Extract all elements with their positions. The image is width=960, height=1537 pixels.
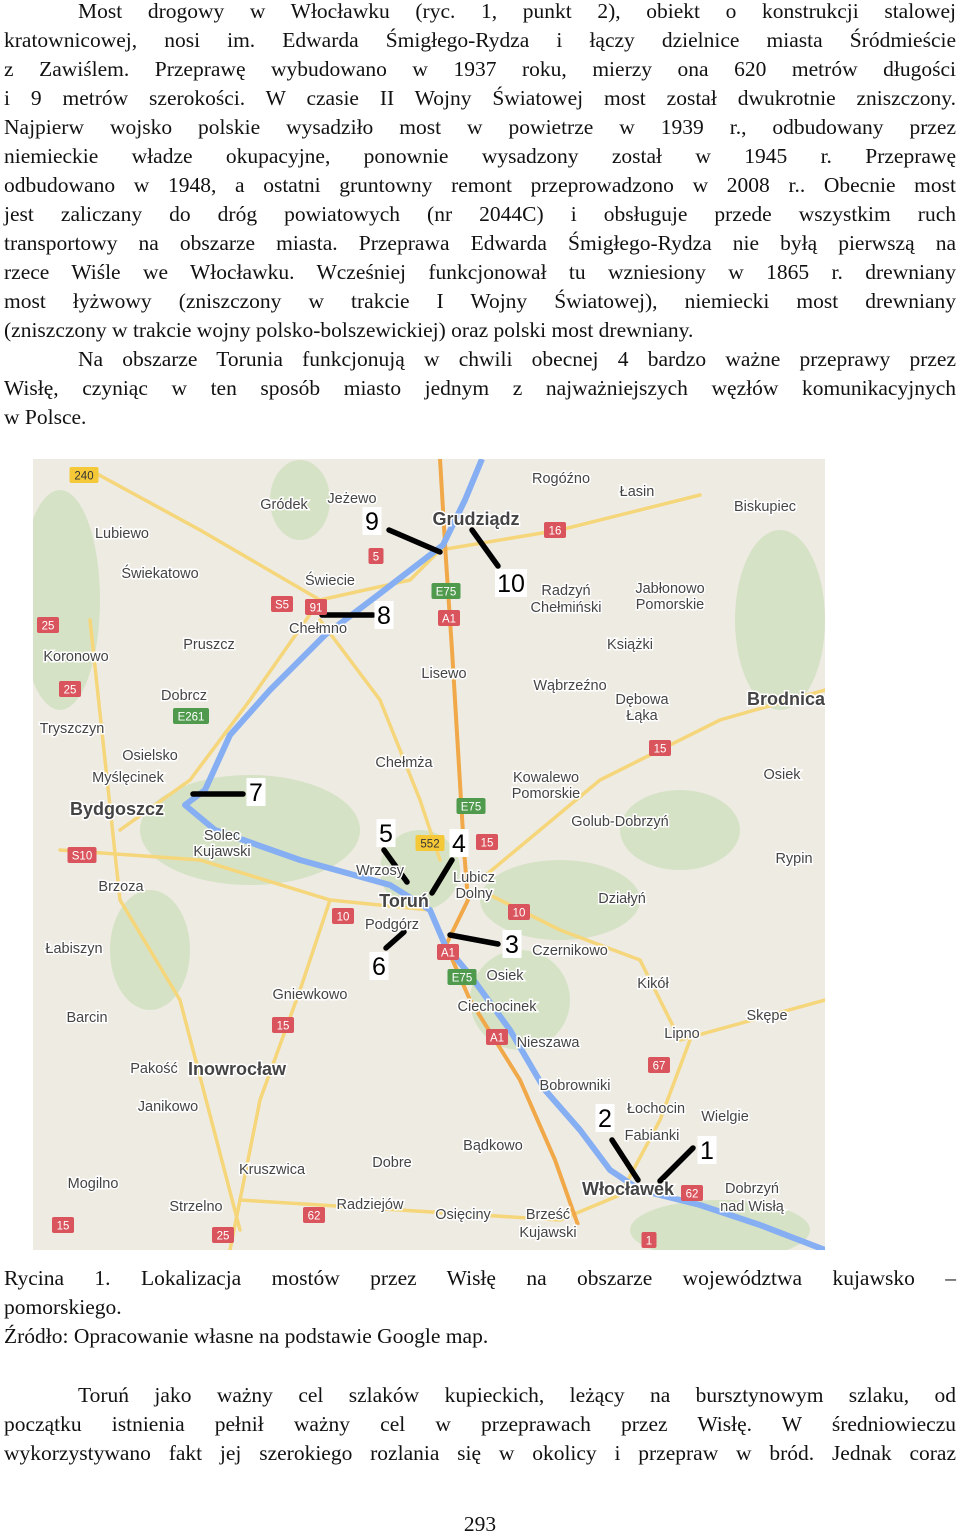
place-label: Wielgie <box>701 1109 749 1125</box>
bridge-number-label: 8 <box>377 602 391 630</box>
road-badge-label: 10 <box>512 907 526 920</box>
place-label: Dobre <box>372 1155 412 1171</box>
road-badge-label: 15 <box>480 837 494 850</box>
text-line: odbudowano w 1948, a ostatni gruntowny remont przeprowadzono w 2008 r.. Obecnie most <box>4 173 956 197</box>
text-line: kratownicowej, nosi im. Edwarda Śmigłego-Rydza i łączy dzielnice miasta Śródmieście <box>4 28 956 52</box>
road-badge-label: E75 <box>460 801 482 814</box>
place-label: Pomorskie <box>635 597 705 613</box>
place-label: Biskupiec <box>733 499 797 515</box>
place-label: Kujawski <box>519 1225 577 1241</box>
place-label: Świekatowo <box>121 566 199 582</box>
place-label: Koronowo <box>43 649 109 665</box>
text-line: jest zaliczany do dróg powiatowych (nr 2044C) i obsługuje przede wszystkim ruch <box>4 202 956 226</box>
place-label: Pomorskie <box>511 786 581 802</box>
place-label: Golub-Dobrzyń <box>571 814 669 830</box>
road-badge-label: 5 <box>372 551 380 564</box>
road-badge-label: 15 <box>653 743 667 756</box>
place-label: Łąka <box>626 708 658 724</box>
forest-area <box>620 790 740 870</box>
place-label: Brzoza <box>98 879 144 895</box>
place-label: Dobrzyń <box>725 1181 779 1197</box>
place-label: Inowrocław <box>187 1059 287 1079</box>
text-line: Toruń jako ważny cel szlaków kupieckich, leżący na bursztynowym szlaku, od <box>78 1383 956 1407</box>
caption-line: pomorskiego. <box>4 1295 122 1319</box>
place-label: Osielsko <box>122 748 178 764</box>
place-label: Bądkowo <box>463 1138 523 1154</box>
road-badge-label: 15 <box>56 1220 70 1233</box>
place-label: Myślęcinek <box>92 770 164 786</box>
place-label: Toruń <box>379 891 429 911</box>
text-line: z Zawiślem. Przeprawę wybudowano w 1937 roku, mierzy ona 620 metrów długości <box>4 57 956 81</box>
bridge-number-label: 4 <box>452 830 466 858</box>
place-label: Osiek <box>486 968 524 984</box>
road-badge-label: 10 <box>336 911 350 924</box>
bridge-number-label: 5 <box>379 820 393 848</box>
text-line: Wisłę, czyniąc w ten sposób miasto jednym z najważniejszych węzłów komunikacyjnych <box>4 376 956 400</box>
place-label: Kikół <box>637 976 669 992</box>
place-label: Pakość <box>130 1061 178 1077</box>
text-line: most łyżwowy (zniszczony w trakcie I Wojny Światowej), niemiecki most drewniany <box>4 289 956 313</box>
text-line: Most drogowy w Włocławku (ryc. 1, punkt 2), obiekt o konstrukcji stalowej <box>78 0 956 23</box>
road-badge-label: 15 <box>276 1020 290 1033</box>
place-label: Fabianki <box>624 1128 680 1144</box>
road-badge-label: E75 <box>435 586 457 599</box>
bridges-location-map <box>33 459 825 1250</box>
text-line: i 9 metrów szerokości. W czasie II Wojny Światowej most został dwukrotnie zniszczony. <box>4 86 956 110</box>
bridge-number-label: 10 <box>497 570 525 598</box>
place-label: Gródek <box>260 497 308 513</box>
place-label: Barcin <box>66 1010 108 1026</box>
bridge-number-label: 9 <box>365 508 379 536</box>
place-label: Chełmiński <box>530 600 602 616</box>
place-label: Chełmno <box>288 621 348 637</box>
place-label: Jabłonowo <box>635 581 705 597</box>
place-label: Lubicz <box>453 870 495 886</box>
place-label: Książki <box>607 637 653 653</box>
place-label: Gniewkowo <box>272 987 348 1003</box>
place-label: Osiek <box>763 767 801 783</box>
place-label: Brodnica <box>746 689 825 709</box>
place-label: Jeżewo <box>327 491 377 507</box>
place-label: Brześć <box>525 1207 571 1223</box>
place-label: Ciechocinek <box>457 999 537 1015</box>
text-line: Najpierw wojsko polskie wysadziło most w powietrze w 1939 r., odbudowany przez <box>4 115 956 139</box>
road-badge-label: 91 <box>309 602 323 615</box>
place-label: Łochocin <box>626 1101 686 1117</box>
place-label: Solec <box>203 828 241 844</box>
place-label: Osięciny <box>435 1207 491 1223</box>
place-label: Wąbrzeźno <box>533 678 607 694</box>
place-label: Kruszwica <box>238 1162 306 1178</box>
forest-area <box>735 530 825 710</box>
road-badge-label: 62 <box>307 1210 321 1223</box>
place-label: nad Wisłą <box>720 1199 784 1215</box>
place-label: Radzyń <box>541 583 591 599</box>
place-label: Grudziądz <box>432 509 520 529</box>
place-label: Podgórz <box>364 917 420 933</box>
place-label: Świecie <box>305 573 355 589</box>
bridge-number-label: 3 <box>505 931 519 959</box>
text-line: rzece Wiśle we Włocławku. Wcześniej funkcjonował tu wzniesiony w 1865 r. drewniany <box>4 260 956 284</box>
place-label: Lubiewo <box>94 526 150 542</box>
place-label: Janikowo <box>137 1099 199 1115</box>
place-label: Działyń <box>598 891 646 907</box>
text-line: wykorzystywano fakt jej szerokiego rozlania się w okolicy i przepraw w bród. Jednak coraz <box>4 1441 956 1465</box>
place-label: Rogóźno <box>531 471 591 487</box>
road-badge-label: 240 <box>74 470 94 483</box>
bridge-number-label: 6 <box>372 953 386 981</box>
road-badge-label: 25 <box>63 684 77 697</box>
place-label: Kujawski <box>193 844 251 860</box>
page-number: 293 <box>463 1512 497 1536</box>
text-line: początku istnienia pełnił ważny cel w przeprawach przez Wisłę. W średniowieczu <box>4 1412 956 1436</box>
place-label: Dobrcz <box>161 688 207 704</box>
place-label: Tryszczyn <box>39 721 105 737</box>
place-label: Łabiszyn <box>45 941 103 957</box>
road-badge-label: S5 <box>274 599 290 612</box>
place-label: Włocławek <box>581 1179 675 1199</box>
place-label: Mogilno <box>67 1176 119 1192</box>
text-line: niemieckie władze okupacyjne, ponownie wysadzony został w 1945 r. Przeprawę <box>4 144 956 168</box>
place-label: Rypin <box>775 851 813 867</box>
place-label: Lipno <box>664 1026 700 1042</box>
road-badge-label: 552 <box>420 838 440 851</box>
road-badge-label: S10 <box>71 850 93 863</box>
place-label: Czernikowo <box>532 943 608 959</box>
place-label: Bobrowniki <box>539 1078 611 1094</box>
place-label: Nieszawa <box>516 1035 580 1051</box>
place-label: Strzelno <box>169 1199 223 1215</box>
place-label: Kowalewo <box>512 770 580 786</box>
bridge-number-label: 2 <box>598 1105 612 1133</box>
place-label: Łasin <box>619 484 655 500</box>
text-line: transportowy na obszarze miasta. Przeprawa Edwarda Śmigłego-Rydza nie byłą pierwszą na <box>4 231 956 255</box>
place-label: Radziejów <box>336 1197 404 1213</box>
place-label: Wrzosy <box>355 863 405 879</box>
text-line: (zniszczony w trakcie wojny polsko-bolszewickiej) oraz polski most drewniany. <box>4 318 694 342</box>
place-label: Chełmża <box>375 755 433 771</box>
road-badge-label: A1 <box>441 613 457 626</box>
place-label: Bydgoszcz <box>69 799 165 819</box>
figure-caption <box>4 1264 956 1351</box>
road-badge-label: 1 <box>645 1235 653 1248</box>
place-label: Pruszcz <box>183 637 235 653</box>
paragraph-torun <box>4 1381 956 1468</box>
caption-line: Rycina 1. Lokalizacja mostów przez Wisłę na obszarze województwa kujawsko – <box>4 1266 956 1290</box>
road-badge-label: 67 <box>652 1060 666 1073</box>
bridge-number-label: 7 <box>249 779 263 807</box>
place-label: Lisewo <box>421 666 467 682</box>
road-badge-label: 62 <box>685 1188 699 1201</box>
text-line: w Polsce. <box>4 405 87 429</box>
bridge-number-label: 1 <box>700 1137 714 1165</box>
road-badge-label: A1 <box>489 1032 505 1045</box>
place-label: Dolny <box>455 886 493 902</box>
road-badge-label: E75 <box>451 972 473 985</box>
road-badge-label: 16 <box>548 525 562 538</box>
road-badge-label: A1 <box>440 947 456 960</box>
place-label: Dębowa <box>615 692 669 708</box>
road-badge-label: E261 <box>177 711 205 724</box>
caption-source: Źródło: Opracowanie własne na podstawie Google map. <box>4 1324 489 1348</box>
text-line: Na obszarze Torunia funkcjonują w chwili obecnej 4 bardzo ważne przeprawy przez <box>78 347 956 371</box>
place-label: Skępe <box>746 1008 788 1024</box>
paragraph-wloclawek-bridge <box>4 0 956 432</box>
road-badge-label: 25 <box>216 1230 230 1243</box>
road-badge-label: 25 <box>41 620 55 633</box>
